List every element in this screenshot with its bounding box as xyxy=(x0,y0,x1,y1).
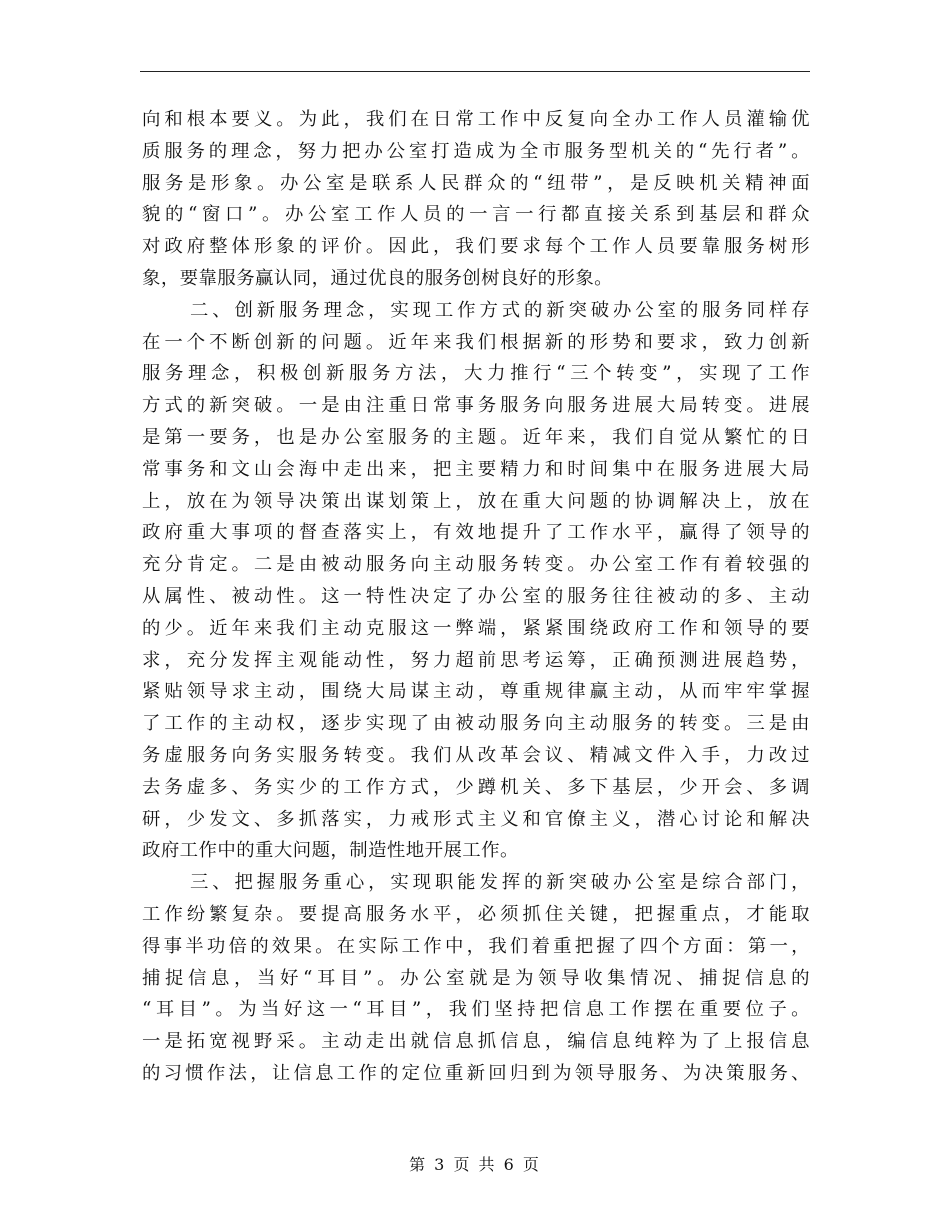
paragraph-start: 三、把握服务重心，实现职能发挥的新突破办公室是综合部门， xyxy=(190,872,810,894)
text-line: 常事务和文山会海中走出来，把主要精力和时间集中在服务进展大局 xyxy=(142,458,810,480)
text-line: 服务是形象。办公室是联系人民群众的“纽带”，是反映机关精神面 xyxy=(142,172,810,194)
text-line: 象，要靠服务赢认同，通过优良的服务创树良好的形象。 xyxy=(142,267,614,289)
text-line: 紧贴领导求主动，围绕大局谋主动，尊重规律赢主动，从而牢牢掌握 xyxy=(142,681,810,703)
text-line: 务虚服务向务实服务转变。我们从改革会议、精减文件入手，力改过 xyxy=(142,744,810,766)
text-line: 充分肯定。二是由被动服务向主动服务转变。办公室工作有着较强的 xyxy=(142,554,810,576)
text-line: 研，少发文、多抓落实，力戒形式主义和官僚主义，潜心讨论和解决 xyxy=(142,808,810,830)
text-line: 方式的新突破。一是由注重日常事务服务向服务进展大局转变。进展 xyxy=(142,395,810,417)
text-line: 去务虚多、务实少的工作方式，少蹲机关、多下基层，少开会、多调 xyxy=(142,776,810,798)
text-line: 求，充分发挥主观能动性，努力超前思考运筹，正确预测进展趋势， xyxy=(142,649,810,671)
text-line: 得事半功倍的效果。在实际工作中，我们着重把握了四个方面：第一， xyxy=(142,935,810,957)
paragraph-start: 二、创新服务理念，实现工作方式的新突破办公室的服务同样存 xyxy=(190,299,810,321)
header-rule xyxy=(140,71,810,72)
text-line: 了工作的主动权，逐步实现了由被动服务向主动服务的转变。三是由 xyxy=(142,713,810,735)
text-line: 向和根本要义。为此，我们在日常工作中反复向全办工作人员灌输优 xyxy=(142,109,810,130)
text-line: 是第一要务，也是办公室服务的主题。近年来，我们自觉从繁忙的日 xyxy=(142,426,810,448)
text-line: “耳目”。为当好这一“耳目”，我们坚持把信息工作摆在重要位子。 xyxy=(142,999,810,1021)
text-line: 工作纷繁复杂。要提高服务水平，必须抓住关键，把握重点，才能取 xyxy=(142,903,810,925)
text-line: 一是拓宽视野采。主动走出就信息抓信息，编信息纯粹为了上报信息 xyxy=(142,1031,810,1053)
text-line: 政府重大事项的督查落实上，有效地提升了工作水平，赢得了领导的 xyxy=(142,522,810,544)
text-line: 上，放在为领导决策出谋划策上，放在重大问题的协调解决上，放在 xyxy=(142,490,810,512)
page-number-footer: 第 3 页 共 6 页 xyxy=(409,1155,541,1174)
text-line: 在一个不断创新的问题。近年来我们根据新的形势和要求，致力创新 xyxy=(142,331,810,353)
text-line: 对政府整体形象的评价。因此，我们要求每个工作人员要靠服务树形 xyxy=(142,236,810,258)
text-line: 的习惯作法，让信息工作的定位重新回归到为领导服务、为决策服务、 xyxy=(142,1062,810,1084)
text-line: 貌的“窗口”。办公室工作人员的一言一行都直接关系到基层和群众 xyxy=(142,204,810,226)
text-line: 捕捉信息，当好“耳目”。办公室就是为领导收集情况、捕捉信息的 xyxy=(142,967,810,989)
text-line: 的少。近年来我们主动克服这一弊端，紧紧围绕政府工作和领导的要 xyxy=(142,617,810,639)
text-line: 从属性、被动性。这一特性决定了办公室的服务往往被动的多、主动 xyxy=(142,585,810,607)
text-line: 服务理念，积极创新服务方法，大力推行“三个转变”，实现了工作 xyxy=(142,363,810,385)
text-line: 政府工作中的重大问题，制造性地开展工作。 xyxy=(142,840,519,862)
text-line: 质服务的理念，努力把办公室打造成为全市服务型机关的“先行者”。 xyxy=(142,140,810,162)
document-body xyxy=(142,104,810,1090)
